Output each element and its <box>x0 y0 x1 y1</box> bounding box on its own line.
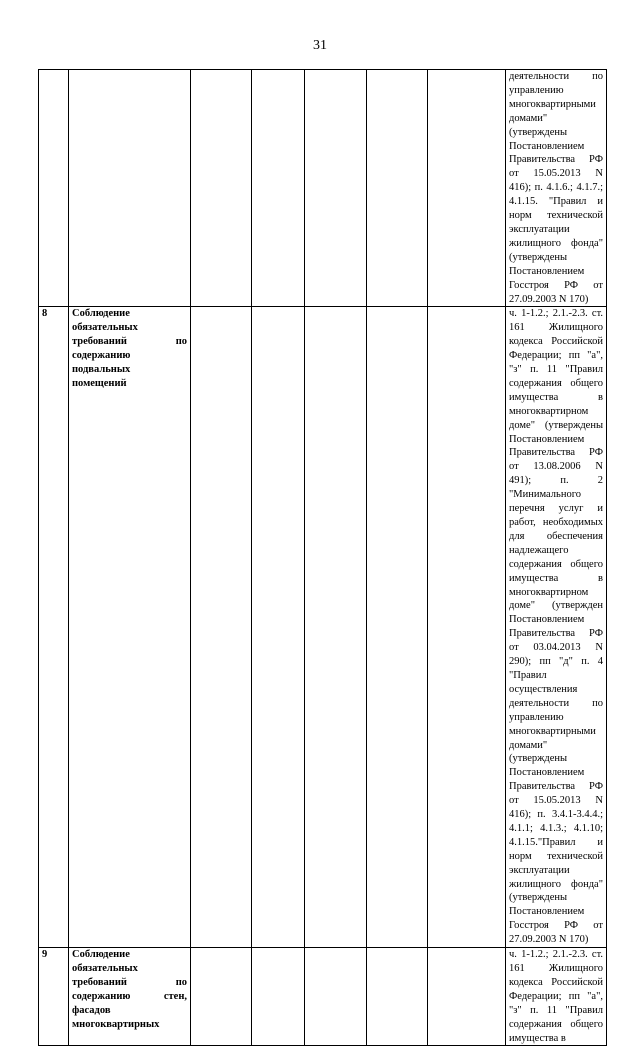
legal-basis-cell: ч. 1-1.2.; 2.1.-2.3. ст. 161 Жилищного кодекса Российской Федерации; пп "а", "з" п. 11 "Правил содержания общего имущества в <box>506 948 607 1046</box>
empty-cell <box>428 307 506 948</box>
empty-cell <box>252 948 305 1046</box>
row-number: 8 <box>39 307 69 948</box>
empty-cell <box>305 307 367 948</box>
empty-cell <box>191 70 252 307</box>
empty-cell <box>252 307 305 948</box>
empty-cell <box>191 307 252 948</box>
table-row-8 <box>39 307 607 948</box>
empty-cell <box>428 948 506 1046</box>
requirement-cell <box>69 70 191 307</box>
requirement-cell: Соблюдение обязательных требований по содержанию стен, фасадов многоквартирных <box>69 948 191 1046</box>
empty-cell <box>305 70 367 307</box>
empty-cell <box>252 70 305 307</box>
empty-cell <box>367 948 428 1046</box>
table-row-9 <box>39 948 607 1046</box>
legal-basis-cell: деятельности по управлению многоквартирными домами" (утверждены Постановлением Правительства РФ от 15.05.2013 N 416); п. 4.1.6.; 4.1.7.; 4.1.15. "Правил и норм технической эксплуатации жилищного фонда" (утверждены Постановлением Госстроя РФ от 27.09.2003 N 170) <box>506 70 607 307</box>
empty-cell <box>305 948 367 1046</box>
legal-basis-cell: ч. 1-1.2.; 2.1.-2.3. ст. 161 Жилищного кодекса Российской Федерации; пп "а", "з" п. 11 "Правил содержания общего имущества в многоквартирном доме" (утверждены Постановлением Правительства РФ от 13.08.2006 N 491); п. 2 "Минимального перечня услуг и работ, необходимых для обеспечения надлежащего содержания общего имущества в многоквартирном доме" (утвержден Постановлением Правительства РФ от 03.04.2013 N 290); пп "д" п. 4 "Правил осуществления деятельности по управлению многоквартирными домами" (утверждены Постановлением Правительства РФ от 15.05.2013 N 416); п. 3.4.1-3.4.4.; 4.1.1; 4.1.3.; 4.1.10; 4.1.15."Правил и норм технической эксплуатации жилищного фонда" (утверждены Постановлением Госстроя РФ от 27.09.2003 N 170) <box>506 307 607 948</box>
row-number: 9 <box>39 948 69 1046</box>
requirements-table <box>38 69 607 1046</box>
empty-cell <box>367 70 428 307</box>
empty-cell <box>367 307 428 948</box>
row-number <box>39 70 69 307</box>
requirement-cell: Соблюдение обязательных требований по содержанию подвальных помещений <box>69 307 191 948</box>
empty-cell <box>191 948 252 1046</box>
table-row-continued <box>39 70 607 307</box>
empty-cell <box>428 70 506 307</box>
page-number: 31 <box>313 38 327 53</box>
